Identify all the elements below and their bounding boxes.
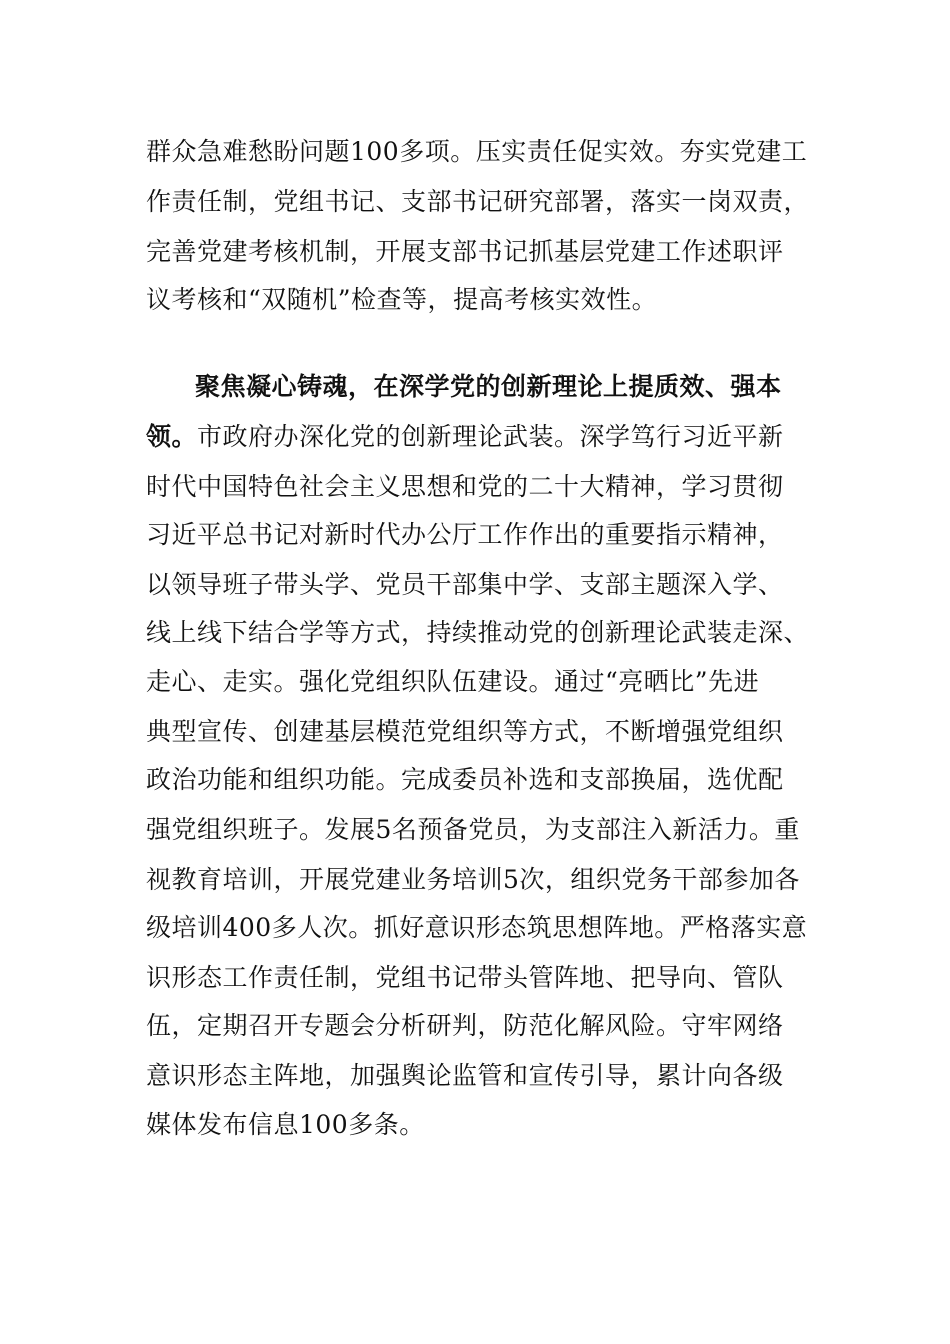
paragraph-1-line-3: 完善党建考核机制，开展支部书记抓基层党建工作述职评 (146, 237, 784, 266)
paragraph-2-line-5: 以领导班子带头学、党员干部集中学、支部主题深入学、 (146, 570, 784, 599)
paragraph-2-line-16: 媒体发布信息100多条。 (146, 1110, 425, 1139)
paragraph-2-heading: 聚焦凝心铸魂，在深学党的创新理论上提质效、强本 (195, 372, 782, 401)
paragraph-2-line-15: 意识形态主阵地，加强舆论监管和宣传引导，累计向各级 (146, 1061, 784, 1090)
paragraph-2-line-4: 习近平总书记对新时代办公厅工作作出的重要指示精神， (146, 520, 784, 549)
paragraph-2-heading-end: 领。 (146, 422, 198, 451)
paragraph-2-line-11: 视教育培训，开展党建业务培训5次，组织党务干部参加各 (146, 865, 800, 894)
paragraph-2-line-3: 时代中国特色社会主义思想和党的二十大精神，学习贯彻 (146, 472, 784, 501)
paragraph-2-line-8: 典型宣传、创建基层模范党组织等方式，不断增强党组织 (146, 717, 784, 746)
paragraph-2-line-14: 伍，定期召开专题会分析研判，防范化解风险。守牢网络 (146, 1011, 784, 1040)
paragraph-2-line-10: 强党组织班子。发展5名预备党员，为支部注入新活力。重 (146, 815, 800, 844)
paragraph-2-line-2-text: 市政府办深化党的创新理论武装。深学笃行习近平新 (197, 422, 784, 451)
paragraph-2-line-6: 线上线下结合学等方式，持续推动党的创新理论武装走深、 (146, 618, 810, 647)
paragraph-2-line-13: 识形态工作责任制，党组书记带头管阵地、把导向、管队 (146, 963, 784, 992)
paragraph-1-line-2: 作责任制，党组书记、支部书记研究部署，落实一岗双责， (146, 187, 810, 216)
paragraph-2-line-2 (146, 417, 784, 457)
paragraph-1-line-4: 议考核和“双随机”检查等，提高考核实效性。 (146, 285, 658, 314)
paragraph-1-line-1: 群众急难愁盼问题100多项。压实责任促实效。夯实党建工 (146, 137, 808, 166)
paragraph-2-line-9: 政治功能和组织功能。完成委员补选和支部换届，选优配 (146, 765, 784, 794)
paragraph-2-line-12: 级培训400多人次。抓好意识形态筑思想阵地。严格落实意 (146, 913, 808, 942)
paragraph-2-line-7: 走心、走实。强化党组织队伍建设。通过“亮晒比”先进 (146, 667, 760, 696)
